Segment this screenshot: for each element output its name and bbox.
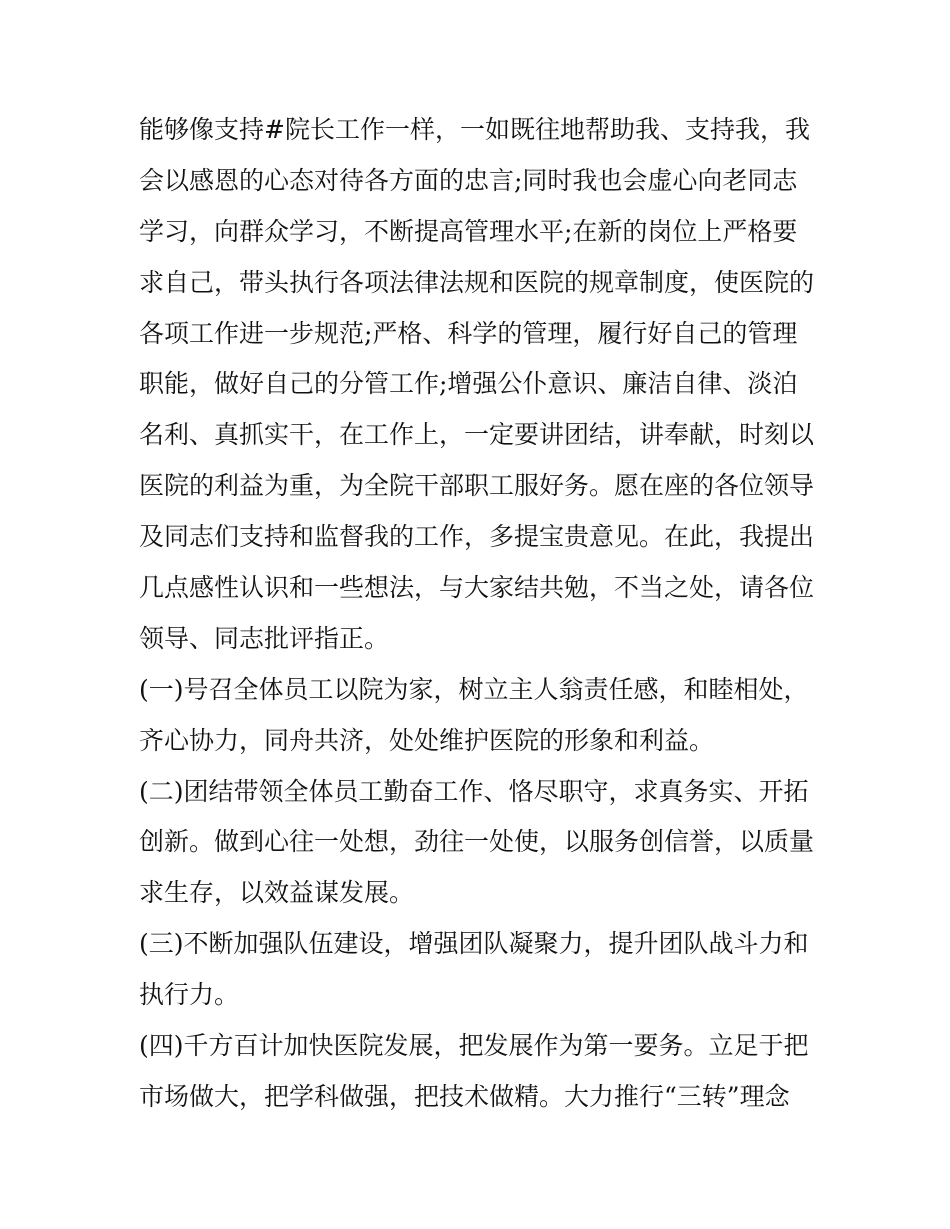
body-text (139, 105, 819, 1123)
list-item-2-line-3: 求生存，以效益谋发展。 (139, 878, 415, 908)
list-item-1-line-2: 齐心协力，同舟共济，处处维护医院的形象和利益。 (139, 725, 715, 755)
list-item-4-line-1: (四)千方百计加快医院发展，把发展作为第一要务。立足于把 (139, 1031, 809, 1061)
text-line-8: 医院的利益为重，为全院干部职工服好务。愿在座的各位领导 (139, 471, 815, 501)
text-line-3: 学习，向群众学习，不断提高管理水平;在新的岗位上严格要 (139, 216, 798, 246)
list-item-2-line-1: (二)团结带领全体员工勤奋工作、恪尽职守，求真务实、开拓 (139, 776, 809, 806)
text-line-7: 名利、真抓实干，在工作上，一定要讲团结，讲奉献，时刻以 (139, 420, 815, 450)
list-item-3-line-1: (三)不断加强队伍建设，增强团队凝聚力，提升团队战斗力和 (139, 929, 809, 959)
list-item-2-line-2: 创新。做到心往一处想，劲往一处使，以服务创信誉，以质量 (139, 827, 815, 857)
list-item-1-line-1: (一)号召全体员工以院为家，树立主人翁责任感，和睦相处， (139, 674, 809, 704)
list-item-3-line-2: 执行力。 (139, 980, 240, 1010)
text-line-11: 领导、同志批评指正。 (139, 623, 390, 653)
text-line-4: 求自己，带头执行各项法律法规和医院的规章制度，使医院的 (139, 267, 815, 297)
text-line-6: 职能，做好自己的分管工作;增强公仆意识、廉洁自律、淡泊 (139, 369, 798, 399)
text-line-1: 能够像支持#院长工作一样，一如既往地帮助我、支持我，我 (139, 115, 810, 144)
text-line-9: 及同志们支持和监督我的工作，多提宝贵意见。在此，我提出 (139, 522, 815, 552)
text-line-2: 会以感恩的心态对待各方面的忠言;同时我也会虚心向老同志 (139, 165, 798, 195)
list-item-4-line-2: 市场做大，把学科做强，把技术做精。大力推行“三转”理念 (139, 1081, 790, 1111)
text-line-10: 几点感性认识和一些想法，与大家结共勉，不当之处，请各位 (139, 573, 815, 603)
text-line-5: 各项工作进一步规范;严格、科学的管理，履行好自己的管理 (139, 318, 798, 348)
